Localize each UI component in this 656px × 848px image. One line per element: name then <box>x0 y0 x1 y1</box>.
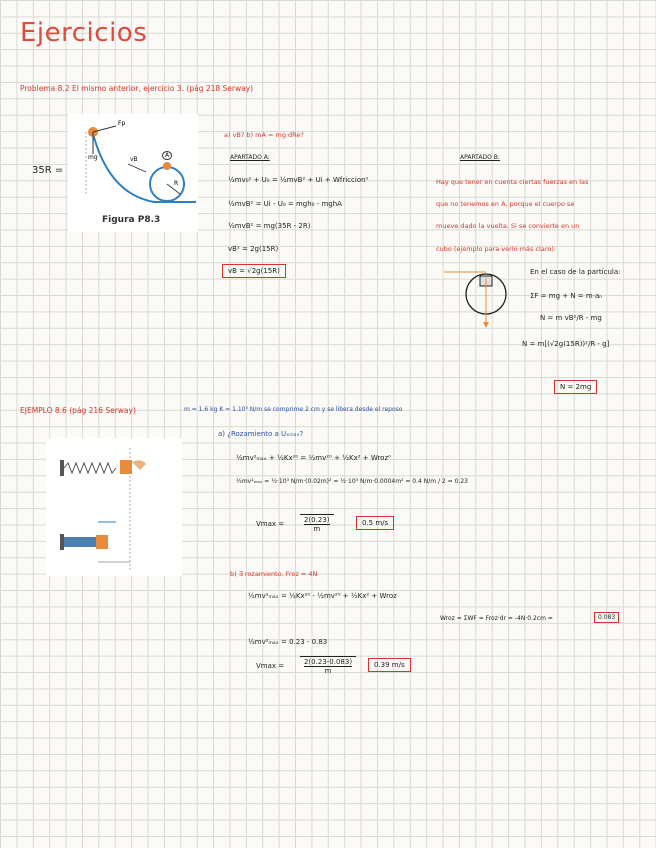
note-line-3: mueve dado la vuelta. Si se convierte en un <box>436 222 580 230</box>
figure-p8-3 <box>68 114 198 232</box>
answer-b-box: N = 2mg <box>554 380 597 394</box>
vmax2-fraction <box>300 656 356 676</box>
vmax2-denominator: m <box>304 666 352 675</box>
equation-3: ½mvB² = mg(35R - 2R) <box>228 222 311 230</box>
page-title: Ejercicios <box>20 18 148 48</box>
vmax-answer-box: 0.5 m/s <box>356 516 394 530</box>
vmax2-answer-box: 0.39 m/s <box>368 658 411 672</box>
work-answer-box: 0.083 <box>594 612 619 623</box>
vmax2-label: Vmax = <box>256 662 285 670</box>
fig-label-mg: mg <box>88 154 98 161</box>
answer-a-box: vB = √2g(15R) <box>222 264 286 278</box>
fig-label-a: A <box>162 151 172 160</box>
spring-figure <box>46 438 182 576</box>
vmax-fraction <box>300 514 334 534</box>
fig-label-fp: Fp <box>118 120 126 127</box>
case-text: En el caso de la partícula: <box>530 268 621 276</box>
equation-normal-2: N = m[(√2g(15R))²/R - g] <box>522 340 610 348</box>
equation-b-1: ½mv²ₘₐₓ = ½Kx²⁰ - ½mv²⁰ + ½Kx² + Wroz <box>248 592 397 600</box>
vmax2-numerator: 2(0.23-0.083) <box>304 658 353 666</box>
example-header: EJEMPLO 8.6 (pág 216 Serway) <box>20 406 136 415</box>
apartado-b-heading: APARTADO B: <box>460 154 500 161</box>
question-a: a) ¿Rozamiento a Uₓₘₐₓ? <box>218 430 304 438</box>
note-line-2: que no tenemos en A, porque el cuerpo se <box>436 200 575 208</box>
note-line-4: cubo (ejemplo para verlo más claro): <box>436 245 557 253</box>
vmax-label: Vmax = <box>256 520 285 528</box>
vmax-denominator: m <box>304 524 330 533</box>
fig-label-vb: vB <box>130 156 138 163</box>
given-data: m = 1.6 kg K = 1.10³ N/m se comprime 2 cm y se libera desde el reposo <box>184 406 403 413</box>
vmax-numerator: 2(0.23) <box>304 516 330 524</box>
equation-sum-forces: ΣF = mg + N = m·aₙ <box>530 292 603 300</box>
free-body-diagram <box>442 266 532 332</box>
equation-a-2: ½mv²ₘₐₓ = ½·10³ N/m·(0.02m)² = ½·10³ N/m·0.0004m² = 0.4 N/m / 2 = 0.23 <box>236 478 468 485</box>
spring-diagram <box>46 438 182 576</box>
equation-b-2: Wroz = ΣWF = Froz·dr = -4N·0.2cm = <box>440 615 553 622</box>
note-line-1: Hay que tener en cuenta ciertas fuerzas en las <box>436 178 589 186</box>
equation-4: vB² = 2g(15R) <box>228 245 279 253</box>
label-35r: 35R = <box>32 165 64 176</box>
figure-caption: Figura P8.3 <box>102 215 161 225</box>
question-b: b) ∃ rozamiento. Froz = 4N <box>230 570 318 578</box>
questions-a-b: a) vB? b) mA = mg·dRe? <box>224 131 304 139</box>
equation-normal-1: N = m vB²/R - mg <box>540 314 602 322</box>
fig-label-r: R <box>174 180 179 187</box>
problem-header: Problema 8.2 El mismo anterior, ejercicio 3. (pág 218 Serway) <box>20 84 254 93</box>
equation-a-1: ½mv²ₘₐₓ + ½Kx²⁰ = ½mv²⁰ + ½Kx² + Wroz⁰ <box>236 454 391 462</box>
equation-1: ½mv₀² + U₀ = ½mvB² + Ui + Wfriccion⁰ <box>228 176 369 184</box>
apartado-a-heading: APARTADO A: <box>230 154 270 161</box>
equation-2: ½mvB² = Ui - U₀ = mgh₀ - mghA <box>228 200 342 208</box>
equation-b-3: ½mv²ₘₐₓ = 0.23 - 0.83 <box>248 638 328 646</box>
